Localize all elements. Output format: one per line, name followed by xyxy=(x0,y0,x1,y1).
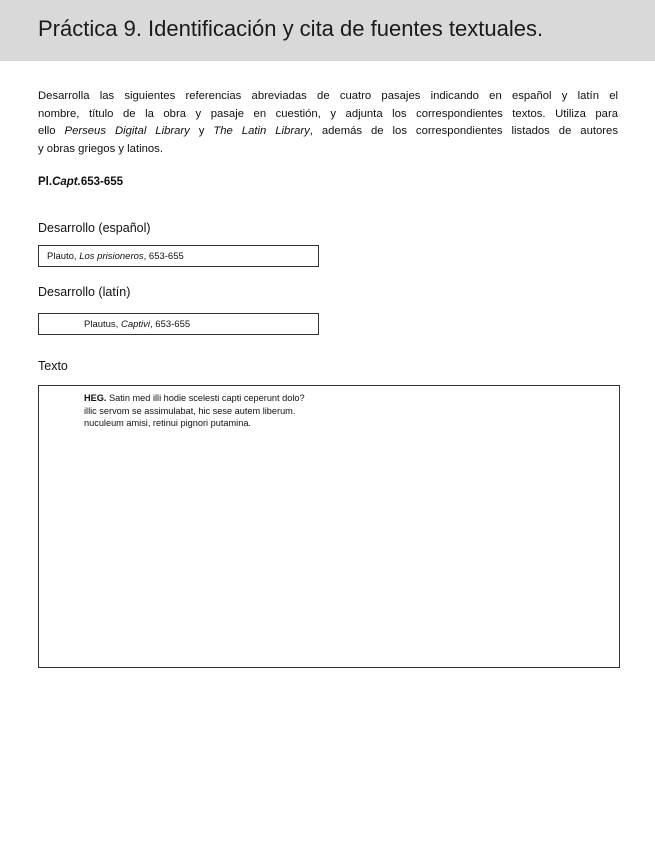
instructions-text: y xyxy=(189,125,214,137)
instructions-paragraph xyxy=(38,88,618,158)
instructions-line: Desarrolla las siguientes referencias abreviadas de cuatro pasajes indicando en español y latín el xyxy=(38,90,618,102)
verse-line xyxy=(84,392,619,405)
latin-author: Plautus, xyxy=(84,319,121,330)
verse-line: nuculeum amisi, retinui pignori putamina. xyxy=(84,418,251,428)
latin-development-field[interactable] xyxy=(38,313,319,335)
reference-passage: 653-655 xyxy=(80,176,124,188)
latin-library-name: The Latin Library xyxy=(213,125,310,137)
reference-work: Capt. xyxy=(52,176,81,188)
latin-passage: , 653-655 xyxy=(150,319,191,330)
latin-development-label: Desarrollo (latín) xyxy=(38,285,131,299)
spanish-development-label: Desarrollo (español) xyxy=(38,221,151,235)
reference-heading xyxy=(38,176,123,188)
reference-author: Pl. xyxy=(38,176,53,188)
instructions-line: y obras griegos y latinos. xyxy=(38,142,163,155)
instructions-text: , además de los correspondientes listados de autores xyxy=(309,125,618,137)
speaker-name: HEG. xyxy=(84,393,107,403)
spanish-development-field[interactable] xyxy=(38,245,319,267)
verse-text: Satin med illi hodie scelesti capti ceperunt dolo? xyxy=(106,393,305,403)
text-label: Texto xyxy=(38,359,68,373)
text-field[interactable] xyxy=(38,385,620,668)
instructions-text: ello xyxy=(38,125,65,137)
verse-line: illic servom se assimulabat, hic sese autem liberum. xyxy=(84,405,296,416)
instructions-line: nombre, título de la obra y pasaje en cuestión, y adjunta los correspondientes textos. Utiliza para xyxy=(38,107,618,120)
spanish-work-title: Los prisioneros xyxy=(79,251,144,262)
page-title: Práctica 9. Identificación y cita de fuentes textuales. xyxy=(38,16,544,41)
header-band xyxy=(0,0,655,61)
instructions-line xyxy=(38,123,618,141)
perseus-library-name: Perseus Digital Library xyxy=(64,125,190,137)
spanish-passage: , 653-655 xyxy=(143,251,184,262)
latin-work-title: Captivi xyxy=(120,319,151,330)
spanish-author: Plauto, xyxy=(47,251,80,262)
